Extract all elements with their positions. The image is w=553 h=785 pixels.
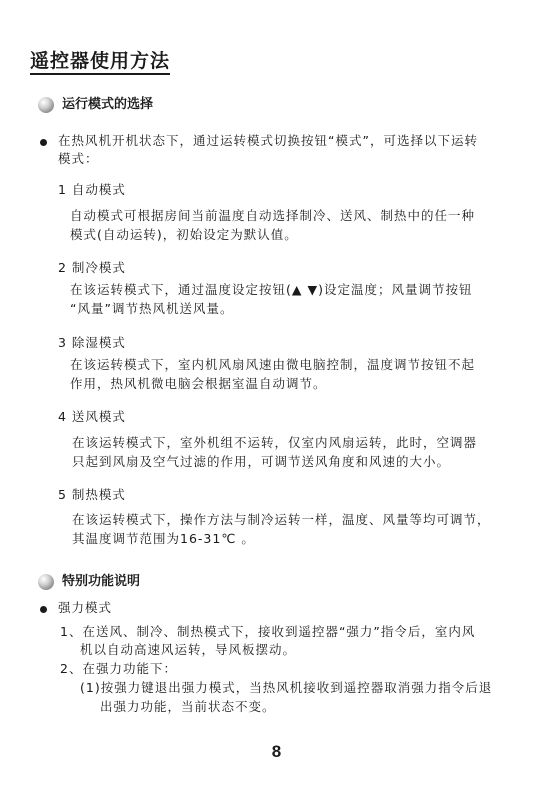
- mode-desc-line: 自动模式可根据房间当前温度自动选择制冷、送风、制热中的任一种: [70, 208, 476, 223]
- sphere-bullet-icon: [38, 574, 54, 590]
- intro-line-2: 模式：: [58, 151, 99, 166]
- bullet-icon: [40, 139, 47, 146]
- mode-desc-line: 只起到风扇及空气过滤的作用，可调节送风角度和风速的大小。: [72, 454, 451, 469]
- point-line: 2、在强力功能下：: [60, 661, 177, 676]
- intro-line-1: 在热风机开机状态下，通过运转模式切换按钮“模式”，可选择以下运转: [58, 133, 478, 148]
- mode-desc-line: 在该运转模式下，室内机风扇风速由微电脑控制，温度调节按钮不起: [70, 357, 476, 372]
- mode-label-auto: 1 自动模式: [58, 182, 126, 197]
- mode-label-dehumidify: 3 除湿模式: [58, 335, 126, 350]
- mode-desc-line: 作用，热风机微电脑会根据室温自动调节。: [70, 376, 327, 391]
- mode-desc-line: 在该运转模式下，室外机组不运转，仅室内风扇运转，此时，空调器: [72, 435, 478, 450]
- mode-label-fan: 4 送风模式: [58, 409, 126, 424]
- page-title: 遥控器使用方法: [30, 50, 170, 75]
- sphere-bullet-icon: [38, 97, 54, 113]
- mode-desc-line: “风量”调节热风机送风量。: [70, 301, 234, 316]
- point-line: 1、在送风、制冷、制热模式下，接收到遥控器“强力”指令后，室内风: [60, 624, 476, 639]
- section-heading-special-functions: [38, 573, 140, 591]
- mode-label-cool: 2 制冷模式: [58, 260, 126, 275]
- subpoint-line: 出强力功能，当前状态不变。: [100, 699, 276, 714]
- page-number: 8: [271, 742, 282, 761]
- section-title: 运行模式的选择: [62, 97, 154, 112]
- mode-desc-line: 在该运转模式下，通过温度设定按钮(▲ ▼)设定温度；风量调节按钮: [70, 282, 473, 297]
- subpoint-line: (1)按强力键退出强力模式，当热风机接收到遥控器取消强力指令后退: [80, 680, 493, 695]
- item-label-turbo: 强力模式: [58, 600, 113, 615]
- section-title: 特别功能说明: [62, 574, 141, 589]
- point-line: 机以自动高速风运转，导风板摆动。: [80, 642, 297, 657]
- mode-desc-line: 模式(自动运转)，初始设定为默认值。: [70, 227, 298, 242]
- bullet-icon: [40, 606, 47, 613]
- section-heading-mode-selection: [38, 96, 153, 114]
- mode-label-heat: 5 制热模式: [58, 487, 126, 502]
- mode-desc-line: 其温度调节范围为16-31℃ 。: [72, 531, 255, 546]
- mode-desc-line: 在该运转模式下，操作方法与制冷运转一样，温度、风量等均可调节，: [72, 512, 491, 527]
